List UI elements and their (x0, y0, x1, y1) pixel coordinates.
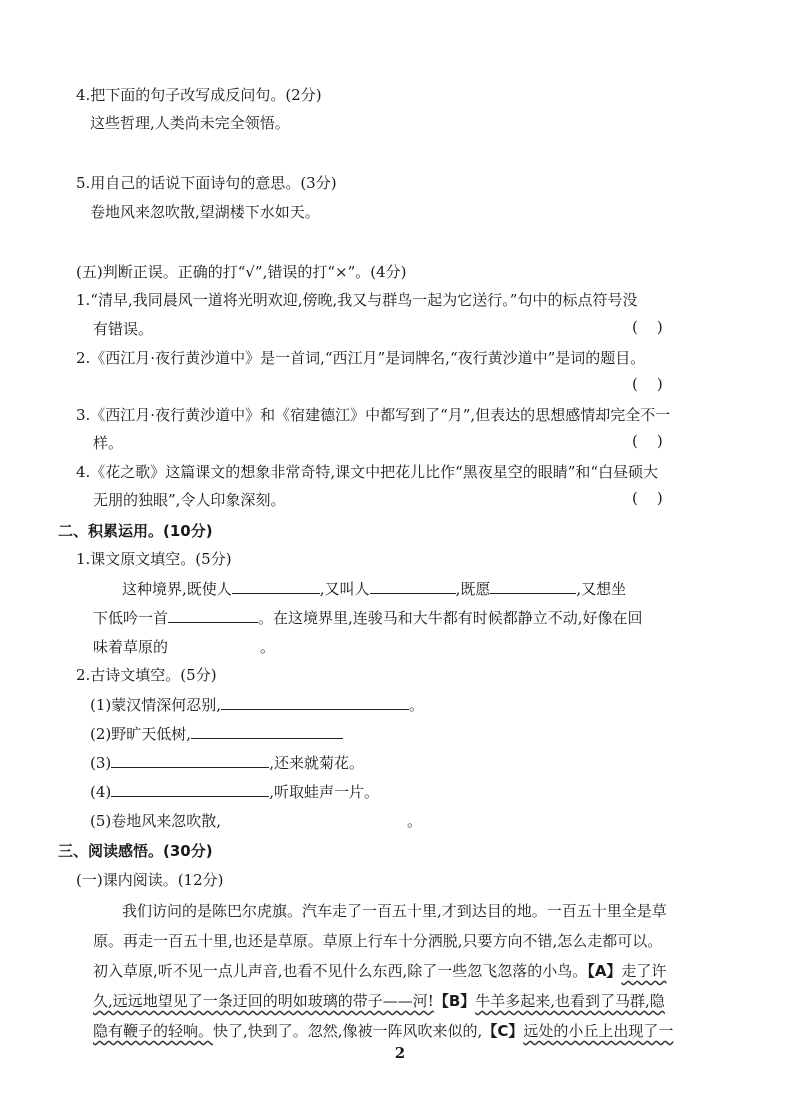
poem-text-1: (1)蒙汉情深何忍别, (90, 696, 222, 714)
wavy-text-4: 隐有鞭子的轻响。 (93, 1022, 214, 1040)
reading-line-5 (93, 1020, 673, 1041)
poem-blank-3[interactable] (111, 753, 269, 768)
fill-text-2b: 。在这境界里,连骏马和大牛都有时候都静立不动,好像在回 (258, 609, 643, 627)
page-number: 2 (394, 1044, 406, 1062)
poem-blank-4[interactable] (111, 782, 269, 797)
poem-end-5: 。 (407, 812, 423, 830)
answer-paren-2[interactable]: ( ) (632, 375, 663, 393)
fill-text-3a: 味着草原的 (93, 638, 169, 656)
poem-blank-5[interactable] (221, 811, 407, 826)
poem-text-2: (2)野旷天低树, (90, 725, 192, 743)
wavy-text-1: 走了许 (621, 962, 667, 980)
fill-text-1c: ,既愿 (455, 580, 491, 598)
reading-line-2: 原。再走一百五十里,也还是草原。草原上行车十分洒脱,只要方向不错,怎么走都可以。 (93, 932, 663, 950)
fill-blank-3[interactable] (490, 579, 576, 594)
judge-item-3-cont: 样。 (93, 434, 124, 452)
reading-subtitle: (一)课内阅读。(12分) (76, 871, 224, 889)
marker-b: 【B】 (433, 992, 476, 1010)
reading-line-1: 我们访问的是陈巴尔虎旗。汽车走了一百五十里,才到达目的地。一百五十里全是草 (122, 902, 667, 920)
fill-line-1 (122, 578, 626, 599)
poem-text-4a: (4) (90, 783, 112, 801)
poem-fill-2 (90, 723, 343, 744)
fill-text-1d: ,又想坐 (576, 580, 627, 598)
section3-title: 三、阅读感悟。(30分) (58, 842, 213, 860)
fill-line-2 (93, 607, 643, 628)
q4-sentence: 这些哲理,人类尚未完全领悟。 (90, 114, 290, 132)
fill-text-3b: 。 (260, 638, 276, 656)
poem-text-5: (5)卷地风来忽吹散, (90, 812, 222, 830)
q5-poem-line: 卷地风来忽吹散,望湖楼下水如天。 (90, 203, 320, 221)
marker-a: 【A】 (587, 962, 622, 980)
fill-text-1a: 这种境界,既使人 (122, 580, 232, 598)
marker-c: 【C】 (482, 1022, 524, 1040)
fill-blank-4[interactable] (168, 608, 258, 623)
judge-item-4: 4.《花之歌》这篇课文的想象非常奇特,课文中把花儿比作“黑夜星空的眼睛”和“白昼硕大 (76, 463, 659, 481)
poem-fill-4 (90, 781, 379, 802)
s2-q2-title: 2.古诗文填空。(5分) (76, 666, 217, 684)
q4-title: 4.把下面的句子改写成反问句。(2分) (76, 86, 322, 104)
s2-q1-title: 1.课文原文填空。(5分) (76, 550, 232, 568)
fill-text-1b: ,又叫人 (319, 580, 370, 598)
fill-text-2a: 下低吟一首 (93, 609, 169, 627)
poem-blank-1[interactable] (221, 695, 409, 710)
reading-line-3 (93, 960, 666, 981)
part5-title: (五)判断正误。正确的打“√”,错误的打“×”。(4分) (76, 263, 407, 281)
poem-end-1: 。 (409, 696, 425, 714)
judge-item-3: 3.《西江月·夜行黄沙道中》和《宿建德江》中都写到了“月”,但表达的思想感情却完全不一 (76, 406, 671, 424)
answer-paren-1[interactable]: ( ) (632, 318, 663, 336)
judge-item-1-cont: 有错误。 (93, 320, 154, 338)
fill-blank-1[interactable] (232, 579, 320, 594)
fill-blank-5[interactable] (168, 637, 260, 652)
reading-line-4 (93, 990, 665, 1011)
reading-text-5: 快了,快到了。忽然,像被一阵风吹来似的, (213, 1022, 483, 1040)
answer-paren-3[interactable]: ( ) (632, 432, 663, 450)
fill-blank-2[interactable] (370, 579, 456, 594)
poem-text-3a: (3) (90, 754, 112, 772)
section2-title: 二、积累运用。(10分) (58, 522, 213, 540)
judge-item-2: 2.《西江月·夜行黄沙道中》是一首词,“西江月”是词牌名,“夜行黄沙道中”是词的题目。 (76, 349, 646, 367)
judge-item-1: 1.“清早,我同晨风一道将光明欢迎,傍晚,我又与群鸟一起为它送行。”句中的标点符号没 (76, 291, 638, 309)
wavy-text-5: 远处的小丘上出现了一 (523, 1022, 674, 1040)
poem-text-4b: ,听取蛙声一片。 (269, 783, 380, 801)
reading-text-3: 初入草原,听不见一点儿声音,也看不见什么东西,除了一些忽飞忽落的小鸟。 (93, 962, 588, 980)
poem-fill-1 (90, 694, 424, 715)
judge-item-4-cont: 无朋的独眼”,令人印象深刻。 (93, 491, 286, 509)
poem-text-3b: ,还来就菊花。 (269, 754, 365, 772)
wavy-text-2: 久,远远地望见了一条迂回的明如玻璃的带子——河! (93, 992, 434, 1010)
q5-title: 5.用自己的话说下面诗句的意思。(3分) (76, 174, 337, 192)
fill-line-3 (93, 636, 275, 657)
wavy-text-3: 牛羊多起来,也看到了马群,隐 (475, 992, 665, 1010)
answer-paren-4[interactable]: ( ) (632, 489, 663, 507)
poem-fill-3 (90, 752, 364, 773)
poem-fill-5 (90, 810, 422, 831)
poem-blank-2[interactable] (191, 724, 343, 739)
